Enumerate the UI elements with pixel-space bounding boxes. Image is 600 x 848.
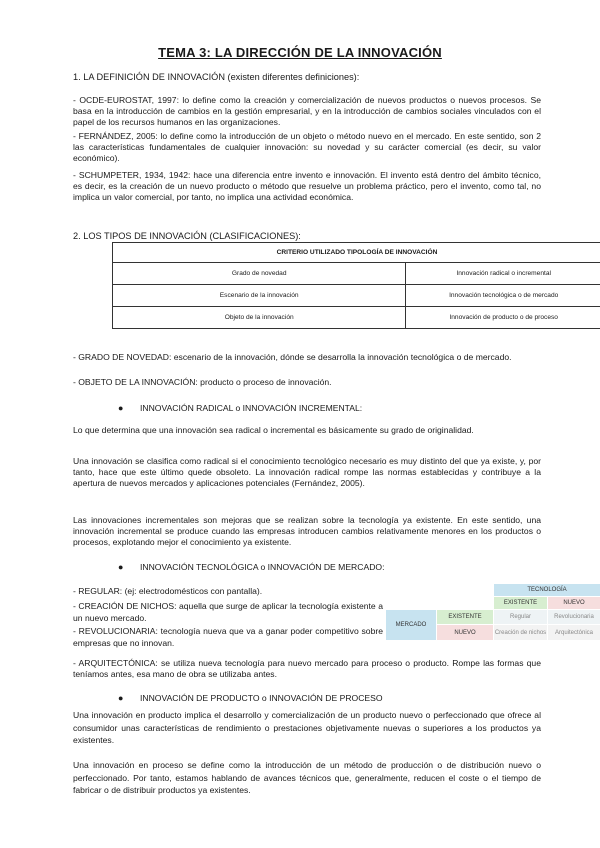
nichos-text: - CREACIÓN DE NICHOS: aquella que surge de aplicar la tecnología existente a un nuevo mercado. bbox=[73, 601, 383, 623]
table-header: CRITERIO UTILIZADO TIPOLOGÍA DE INNOVACIÓN bbox=[113, 243, 600, 263]
table-cell-tipo: Innovación de producto o de proceso bbox=[406, 307, 600, 329]
section-2-heading: 2. LOS TIPOS DE INNOVACIÓN (CLASIFICACIONES): bbox=[73, 231, 301, 241]
bullet-radical bbox=[118, 403, 362, 413]
radical-paragraph-3: Las innovaciones incrementales son mejoras que se realizan sobre la tecnología ya existente. En este sentido, una innovación incremental se produce cuando las empresas introducen cambios relativamente menores en los productos o procesos, explotando mejor el conocimiento ya existente. bbox=[73, 515, 541, 548]
producto-paragraph-1: Una innovación en producto implica el desarrollo y comercialización de un producto nuevo o perfeccionado que ofrece al consumidor unas características de rendimiento o prestaciones objetivamente nuevas o superiores a los productos ya existentes. bbox=[73, 710, 541, 745]
grado-novedad-text: - GRADO DE NOVEDAD: escenario de la innovación, dónde se desarrolla la innovación tecnológica o de mercado. bbox=[73, 352, 512, 362]
table-cell-criterio: Grado de novedad bbox=[113, 263, 406, 285]
table-cell-tipo: Innovación radical o incremental bbox=[406, 263, 600, 285]
table-row bbox=[113, 307, 600, 329]
matrix-mercado-header: MERCADO bbox=[386, 610, 436, 640]
technology-market-matrix bbox=[386, 584, 600, 640]
definition-ocde: - OCDE-EUROSTAT, 1997: lo define como la creación y comercialización de nuevos productos o nuevos procesos. Se basa en la introducción de cambios en la gestión empresarial, y en la introducción de cambios sociales vinculados con el papel de los recursos humanos en las organizaciones. bbox=[73, 95, 541, 128]
matrix-cell-arquitectonica: Arquitectónica bbox=[548, 625, 600, 640]
matrix-cell-regular: Regular bbox=[494, 610, 547, 624]
section-1-heading: 1. LA DEFINICIÓN DE INNOVACIÓN (existen diferentes definiciones): bbox=[73, 72, 360, 82]
producto-paragraph-2: Una innovación en proceso se define como la introducción de un método de producción o de distribución nuevo o perfeccionado. Por tanto, estamos hablando de avances técnicos que, generalmente, reducen el coste o el tiempo de fabricar o de distribuir productos ya existentes. bbox=[73, 760, 541, 795]
revolucionaria-text: - REVOLUCIONARIA: tecnología nueva que va a ganar poder competitivo sobre empresas que no innovan. bbox=[73, 626, 383, 648]
matrix-existente-col: EXISTENTE bbox=[494, 597, 547, 609]
table-cell-criterio: Objeto de la innovación bbox=[113, 307, 406, 329]
matrix-existente-row: EXISTENTE bbox=[437, 610, 493, 624]
bullet-dot-icon: ● bbox=[118, 693, 124, 703]
matrix-cell-revolucionaria: Revolucionaria bbox=[548, 610, 600, 624]
arquitectonica-text: - ARQUITECTÓNICA: se utiliza nueva tecnología para nuevo mercado para proceso o producto. Rompe las formas que teníamos antes, esa mano de obra se utilizaba antes. bbox=[73, 658, 541, 680]
table-row bbox=[113, 285, 600, 307]
bullet-dot-icon: ● bbox=[118, 562, 124, 572]
table-cell-tipo: Innovación tecnológica o de mercado bbox=[406, 285, 600, 307]
radical-paragraph-1: Lo que determina que una innovación sea radical o incremental es básicamente su grado de originalidad. bbox=[73, 425, 474, 435]
matrix-cell-nichos: Creación de nichos bbox=[494, 625, 547, 640]
matrix-nuevo-col: NUEVO bbox=[548, 597, 600, 609]
bullet-dot-icon: ● bbox=[118, 403, 124, 413]
definition-schumpeter: - SCHUMPETER, 1934, 1942: hace una diferencia entre invento e innovación. El invento está dentro del ámbito técnico, es decir, es la creación de un nuevo producto o método que resuelve un problema práctico, pero el invento, como tal, no implica un valor comercial, por tanto, no implica una actividad económica. bbox=[73, 170, 541, 203]
objeto-innovacion-text: - OBJETO DE LA INNOVACIÓN: producto o proceso de innovación. bbox=[73, 377, 332, 387]
bullet-tecnologica-label: INNOVACIÓN TECNOLÓGICA o INNOVACIÓN DE MERCADO: bbox=[140, 562, 385, 572]
bullet-producto bbox=[118, 693, 383, 703]
matrix-tecnologia-header: TECNOLOGÍA bbox=[494, 584, 600, 596]
table-row bbox=[113, 263, 600, 285]
page-title: TEMA 3: LA DIRECCIÓN DE LA INNOVACIÓN bbox=[158, 45, 442, 60]
classification-table bbox=[112, 242, 600, 329]
matrix-nuevo-row: NUEVO bbox=[437, 625, 493, 640]
table-cell-criterio: Escenario de la innovación bbox=[113, 285, 406, 307]
bullet-tecnologica bbox=[118, 562, 384, 572]
bullet-radical-label: INNOVACIÓN RADICAL o INNOVACIÓN INCREMENTAL: bbox=[140, 403, 363, 413]
definition-fernandez: - FERNÁNDEZ, 2005: lo define como la introducción de un objeto o método nuevo en el mercado. En este sentido, son 2 las características fundamentales de cualquier innovación: su novedad y su carácter comercial (es decir, su valor económico). bbox=[73, 131, 541, 164]
radical-paragraph-2: Una innovación se clasifica como radical si el conocimiento tecnológico necesario es muy distinto del que ya existe, y, por tanto, hace que este último quede obsoleto. La innovación radical rompe las normas establecidas y contribuye a la apertura de nuevos mercados y aplicaciones potenciales (Fernández, 2005). bbox=[73, 456, 541, 489]
regular-text: - REGULAR: (ej: electrodomésticos con pantalla). bbox=[73, 586, 263, 596]
bullet-producto-label: INNOVACIÓN DE PRODUCTO o INNOVACIÓN DE PROCESO bbox=[140, 693, 383, 703]
table-header-row bbox=[113, 243, 600, 263]
